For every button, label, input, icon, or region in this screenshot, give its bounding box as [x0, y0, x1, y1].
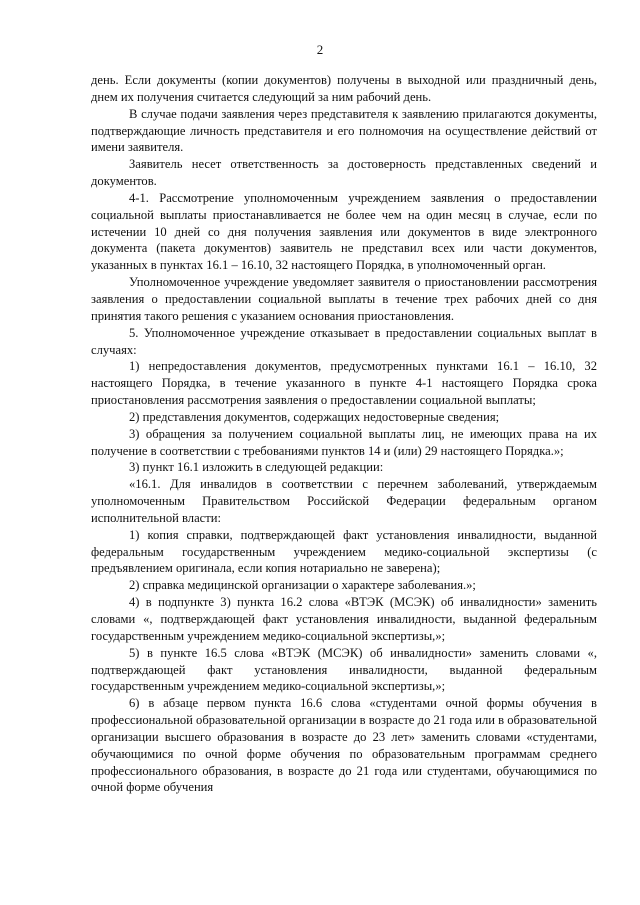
document-body: [91, 72, 597, 796]
paragraph-responsibility: Заявитель несет ответственность за достоверность представленных сведений и документов.: [91, 157, 597, 189]
paragraph-clause-5: 5. Уполномоченное учреждение отказывает в предоставлении социальных выплат в случаях:: [91, 325, 597, 357]
list-item-5-2: 2) представления документов, содержащих недостоверные сведения;: [129, 409, 500, 424]
paragraph-continuation: день. Если документы (копии документов) получены в выходной или праздничный день, днем их получения считается следующий за ним рабочий день.: [91, 73, 597, 104]
amendment-5: 5) в пункте 16.5 слова «ВТЭК (МСЭК) об инвалидности» заменить словами «, подтверждающей факт установления инвалидности, выданной федеральным государственным учреждением медико-социальной экспертизы,»;: [91, 645, 597, 694]
amendment-4: 4) в подпункте 3) пункта 16.2 слова «ВТЭК (МСЭК) об инвалидности» заменить словами «, подтверждающей факт установления инвалидности, выданной федеральным государственным учреждением медико-социальной экспертизы,»;: [91, 595, 597, 643]
list-item-16-1-2: 2) справка медицинской организации о характере заболевания.»;: [129, 578, 476, 593]
list-item-5-1: 1) непредоставления документов, предусмотренных пунктами 16.1 – 16.10, 32 настоящего Порядка, в течение указанного в пункте 4-1 настоящего Порядка срока приостановления рассмотрения заявления о предоставлении социальной выплаты;: [91, 359, 597, 408]
paragraph-representative: В случае подачи заявления через представителя к заявлению прилагаются документы, подтверждающие личность представителя и его полномочия на осуществление действий от имени заявителя.: [91, 106, 597, 155]
amendment-6: 6) в абзаце первом пункта 16.6 слова «студентами очной формы обучения в профессиональной образовательной организации в возрасте до 21 года или в образовательной организации высшего образования в возрасте до 23 лет» заменить словами «студентами, обучающимися по очной форме обучения по образовательным программам среднего профессионального образования, в возрасте до 21 года или студентами, обучающимися по очной форме обучения: [91, 696, 597, 795]
amendment-3: 3) пункт 16.1 изложить в следующей редакции:: [129, 460, 384, 475]
page-number: 2: [316, 42, 324, 57]
paragraph-notification: Уполномоченное учреждение уведомляет заявителя о приостановлении рассмотрения заявления о предоставлении социальной выплаты в течение трех рабочих дней со дня принятия такого решения с указанием основания приостановления.: [91, 275, 597, 323]
paragraph-clause-16-1: «16.1. Для инвалидов в соответствии с перечнем заболеваний, утверждаемым уполномоченным Правительством Российской Федерации федеральным органом исполнительной власти:: [91, 477, 597, 525]
list-item-16-1-1: 1) копия справки, подтверждающей факт установления инвалидности, выданной федеральным государственным учреждением медико-социальной экспертизы (с предъявлением оригинала, если копия нотариально не заверена);: [91, 527, 597, 576]
list-item-5-3: 3) обращения за получением социальной выплаты лиц, не имеющих права на их получение в соответствии с требованиями пунктов 14 и (или) 29 настоящего Порядка.»;: [91, 426, 597, 458]
paragraph-clause-4-1: 4-1. Рассмотрение уполномоченным учреждением заявления о предоставлении социальной выплаты приостанавливается не более чем на один месяц в случае, если по истечении 10 дней со дня получения заявления или документов в виде электронного документа (пакета документов) заявитель не представил всех или части документов, указанных в пунктах 16.1 – 16.10, 32 настоящего Порядка, в уполномоченный орган.: [91, 190, 597, 273]
